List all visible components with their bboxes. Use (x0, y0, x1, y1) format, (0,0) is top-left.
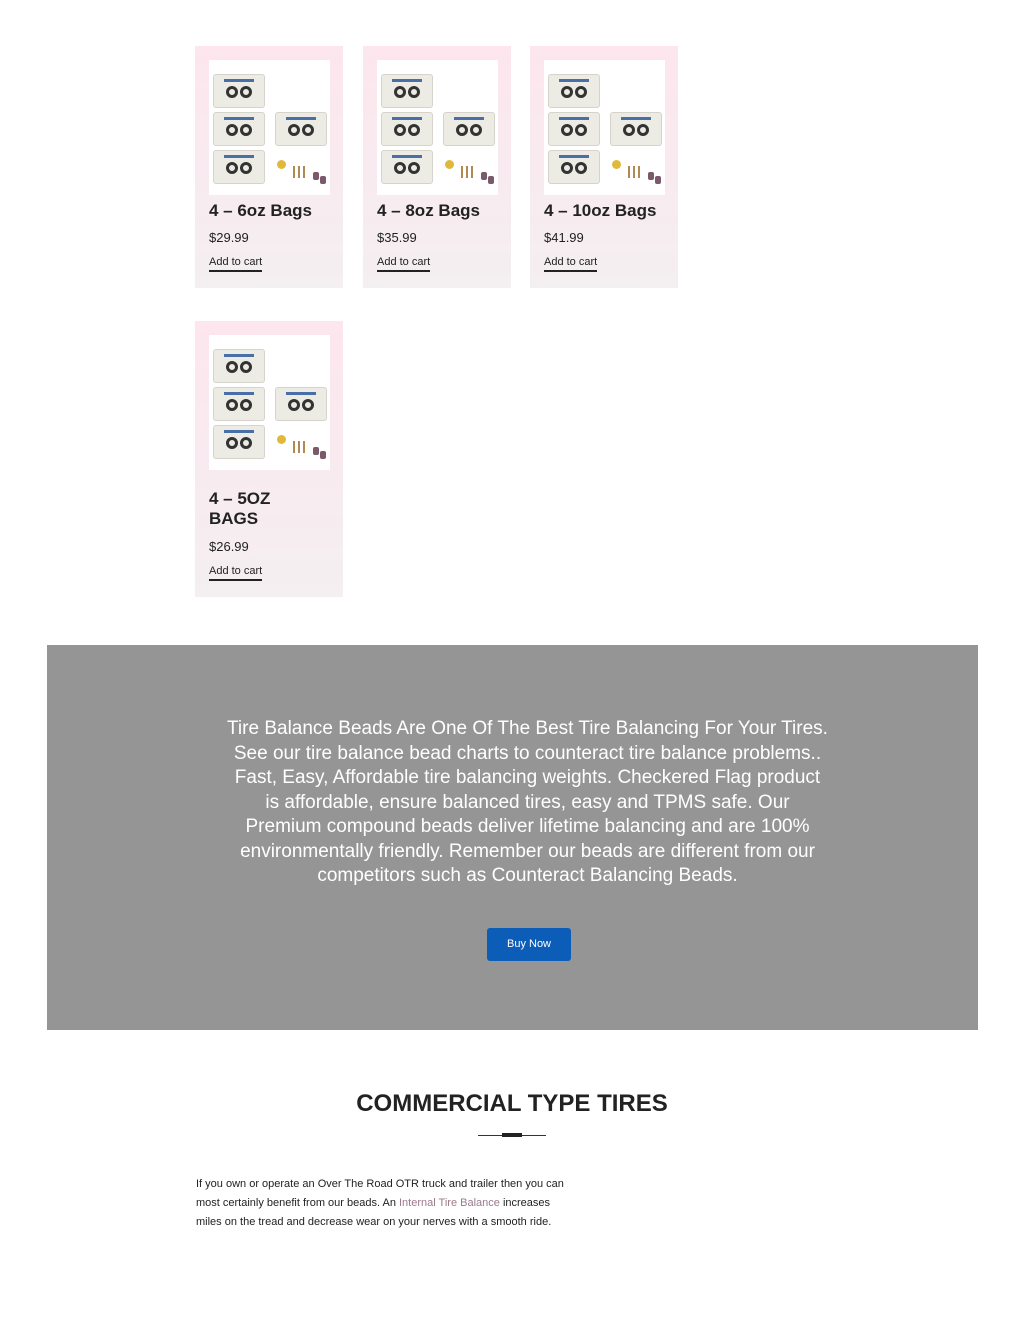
product-card (195, 46, 343, 288)
product-image[interactable] (209, 60, 330, 195)
add-to-cart-button[interactable]: Add to cart (209, 565, 262, 581)
promo-banner (47, 645, 978, 1030)
product-price: $41.99 (544, 230, 584, 245)
product-name[interactable]: 4 – 8oz Bags (377, 201, 480, 220)
product-price: $26.99 (209, 539, 249, 554)
product-name-line2: BAGS (209, 509, 259, 528)
product-card (195, 321, 343, 597)
product-image[interactable] (209, 335, 330, 470)
product-image[interactable] (377, 60, 498, 195)
product-name[interactable]: 4 – 10oz Bags (544, 201, 657, 220)
buy-now-button[interactable]: Buy Now (487, 928, 571, 961)
product-price: $29.99 (209, 230, 249, 245)
add-to-cart-button[interactable]: Add to cart (544, 256, 597, 272)
product-image[interactable] (544, 60, 665, 195)
product-name[interactable] (209, 489, 270, 529)
paragraph-text-end: increases miles on the tread and decrease wear on your nerves with a smooth ride. (196, 1197, 552, 1228)
banner-text: Tire Balance Beads Are One Of The Best Tire Balancing For Your Tires. See our tire balance bead charts to counteract tire balance problems.. Fast, Easy, Affordable tire balancing weights. Checkered Flag product is affordable, ensure balanced tires, easy and TPMS safe. Our Premium compound beads deliver lifetime balancing and are 100% environmentally friendly. Remember our beads are different from our competitors such as Counteract Balancing Beads. (227, 718, 828, 886)
product-price: $35.99 (377, 230, 417, 245)
product-card (363, 46, 511, 288)
section-paragraph (196, 1175, 566, 1232)
internal-tire-balance-link[interactable]: Internal Tire Balance (399, 1197, 500, 1209)
product-name[interactable]: 4 – 6oz Bags (209, 201, 312, 220)
product-card (530, 46, 678, 288)
add-to-cart-button[interactable]: Add to cart (377, 256, 430, 272)
heading-divider-accent (502, 1133, 522, 1137)
section-heading: COMMERCIAL TYPE TIRES (356, 1090, 668, 1117)
product-name-line1: 4 – 5OZ (209, 489, 271, 508)
add-to-cart-button[interactable]: Add to cart (209, 256, 262, 272)
paragraph-text-start: If you own or operate an Over The Road OTR truck and trailer then you can most certainly benefit from our beads. An (196, 1178, 564, 1209)
